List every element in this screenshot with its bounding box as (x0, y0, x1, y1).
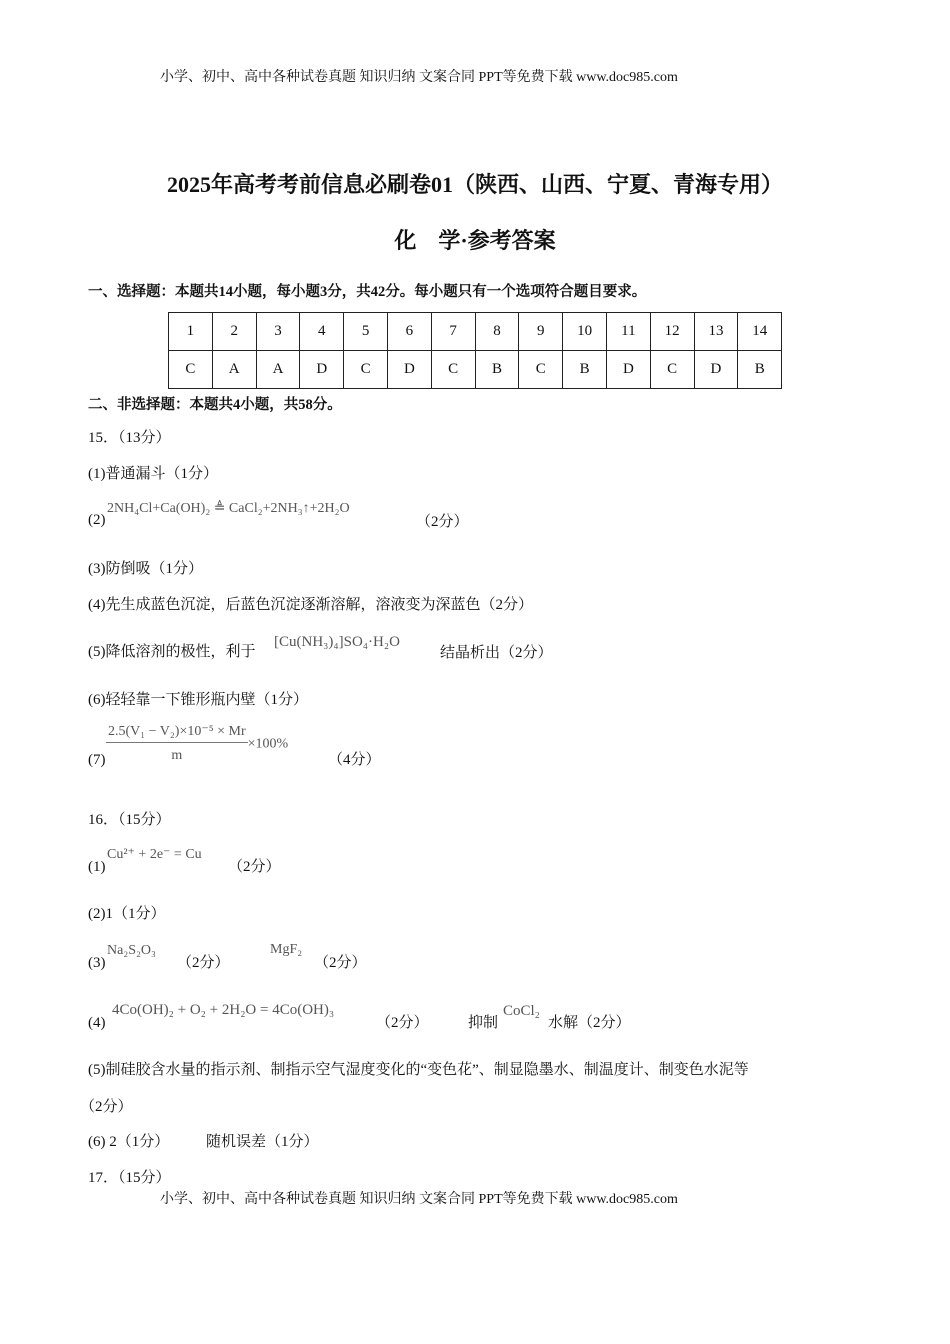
q15-part5-label: (5)降低溶剂的极性，利于 (88, 644, 256, 660)
q16-part4-formula: 4Co(OH)₂ + O₂ + 2H₂O = 4Co(OH)₃ (112, 1002, 335, 1018)
fraction-numerator: 2.5(V₁ − V₂)×10⁻⁵ × Mr (106, 725, 248, 743)
answer-cell: C (650, 351, 694, 389)
question-number-cell: 14 (738, 313, 782, 351)
answer-table (168, 312, 782, 389)
question-number-cell: 7 (431, 313, 475, 351)
q15-part3: (3)防倒吸（1分） (88, 561, 203, 577)
q16-part4-score: （2分） (376, 1015, 429, 1031)
answer-row (169, 351, 782, 389)
q16-part6-b: 随机误差（1分） (206, 1134, 319, 1150)
answer-cell: D (387, 351, 431, 389)
answer-cell: C (169, 351, 213, 389)
section1-heading: 一、选择题：本题共14小题，每小题3分，共42分。每小题只有一个选项符合题目要求。 (88, 284, 647, 300)
q16-part3-formula-a: Na₂S₂O₃ (107, 943, 156, 958)
q15-part6: (6)轻轻靠一下锥形瓶内壁（1分） (88, 692, 308, 708)
question-number-row (169, 313, 782, 351)
answer-cell: D (300, 351, 344, 389)
question-number-cell: 10 (563, 313, 607, 351)
question-number-cell: 5 (344, 313, 388, 351)
answer-cell: A (212, 351, 256, 389)
answer-cell: C (344, 351, 388, 389)
page-footer: 小学、初中、高中各种试卷真题 知识归纳 文案合同 PPT等免费下载 www.doc985.com (160, 1192, 678, 1207)
q16-part1-label: (1) (88, 859, 106, 875)
document-title: 2025年高考考前信息必刷卷01（陕西、山西、宁夏、青海专用） (166, 172, 783, 197)
q16-part4b-tail: 水解（2分） (548, 1015, 631, 1031)
q15-part1: (1)普通漏斗（1分） (88, 466, 218, 482)
q16-part3-label: (3) (88, 955, 106, 971)
question-number-cell: 11 (606, 313, 650, 351)
question-number-cell: 3 (256, 313, 300, 351)
answer-cell: D (606, 351, 650, 389)
question-number-cell: 13 (694, 313, 738, 351)
q16-part3-score-b: （2分） (314, 955, 367, 971)
q15-part4: (4)先生成蓝色沉淀，后蓝色沉淀逐渐溶解，溶液变为深蓝色（2分） (88, 597, 533, 613)
question-number-cell: 8 (475, 313, 519, 351)
answer-cell: B (563, 351, 607, 389)
q17-heading: 17．（15分） (88, 1170, 171, 1186)
percent-multiplier: ×100% (247, 736, 289, 752)
q16-part4-label: (4) (88, 1015, 106, 1031)
answer-cell: D (694, 351, 738, 389)
q15-part2-label: (2) (88, 512, 106, 528)
q16-part1-score: （2分） (228, 859, 281, 875)
answer-cell: C (431, 351, 475, 389)
answer-cell: A (256, 351, 300, 389)
answer-cell: C (519, 351, 563, 389)
answer-cell: B (738, 351, 782, 389)
question-number-cell: 2 (212, 313, 256, 351)
q16-part1-formula: Cu²⁺ + 2e⁻ = Cu (107, 847, 202, 862)
q15-part2-formula: 2NH₄Cl+Ca(OH)₂ ≜ CaCl₂+2NH₃↑+2H₂O (107, 501, 350, 516)
question-number-cell: 9 (519, 313, 563, 351)
answer-cell: B (475, 351, 519, 389)
q15-part7-label: (7) (88, 752, 106, 768)
question-number-cell: 1 (169, 313, 213, 351)
q16-part4b-formula: CoCl₂ (503, 1003, 540, 1019)
q15-part7-score: （4分） (328, 752, 381, 768)
q16-part6-a: (6) 2（1分） (88, 1134, 170, 1150)
fraction (106, 725, 248, 763)
document-subtitle: 化 学·参考答案 (394, 228, 556, 253)
q15-part5-tail: 结晶析出（2分） (440, 645, 553, 661)
q16-heading: 16．（15分） (88, 812, 171, 828)
q15-part2-score: （2分） (416, 514, 469, 530)
section2-heading: 二、非选择题：本题共4小题，共58分。 (88, 397, 342, 413)
question-number-cell: 4 (300, 313, 344, 351)
q15-heading: 15．（13分） (88, 430, 171, 446)
q15-part5-formula: [Cu(NH₃)₄]SO₄·H₂O (274, 634, 400, 650)
q16-part2: (2)1（1分） (88, 906, 166, 922)
q16-part4b-prefix: 抑制 (468, 1015, 499, 1031)
q16-part5-line1: (5)制硅胶含水量的指示剂、制指示空气湿度变化的“变色花”、制显隐墨水、制温度计、制变色水泥等 (88, 1062, 749, 1078)
question-number-cell: 12 (650, 313, 694, 351)
fraction-denominator: m (171, 748, 183, 763)
q16-part3-score-a: （2分） (177, 955, 230, 971)
question-number-cell: 6 (387, 313, 431, 351)
q16-part5-line2: （2分） (80, 1099, 133, 1115)
q16-part3-formula-b: MgF₂ (270, 942, 303, 957)
q15-part7-expression (106, 725, 288, 763)
page-header: 小学、初中、高中各种试卷真题 知识归纳 文案合同 PPT等免费下载 www.doc985.com (160, 70, 678, 85)
